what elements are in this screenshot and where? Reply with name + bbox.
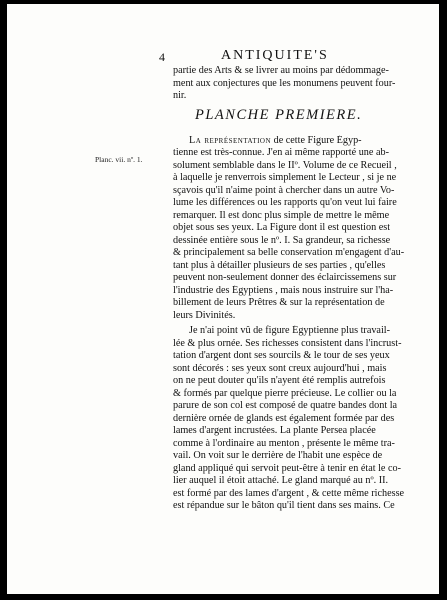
- paragraph-line: remarquer. Il est donc plus simple de mettre le même: [173, 209, 390, 221]
- paragraph-line: est formé par des lames d'argent , & cette même richesse: [173, 487, 405, 499]
- paragraph-line: billement de leurs Prêtres & sur la représentation de: [173, 297, 385, 308]
- paragraph-line: solument semblable dans le IIº. Volume de ce Recueil ,: [173, 159, 397, 171]
- paragraph-1-first-line: [173, 135, 435, 148]
- paragraph-line: comme à l'ordinaire au menton , présente le même tra-: [173, 437, 395, 449]
- paragraph-line: leurs Divinités.: [173, 309, 236, 321]
- paragraph-line: est répandue sur le bâton qu'il tient dans ses mains. Ce: [173, 500, 395, 511]
- paragraph-line: parure de son col est composé de quatre bandes dont la: [173, 400, 398, 411]
- running-title: ANTIQUITE'S: [221, 48, 329, 63]
- paragraph-line: à laquelle je renverrois simplement le Lecteur , si je ne: [173, 172, 397, 183]
- paragraph-line: tienne est très-connue. J'en ai même rapporté une ab-: [173, 147, 389, 158]
- paragraph-1-first-rest: de cette Figure Égyp-: [271, 134, 362, 146]
- paragraph-line: & principalement sa belle conservation m'engagent d'au-: [173, 247, 405, 258]
- paragraph-line: dernière ornée de glands est également formée par des: [173, 412, 395, 424]
- paragraph-line: sçavois qu'il n'aime point à chercher dans un autre Vo-: [173, 184, 395, 196]
- paragraph-line: & formés par quelque pierre précieuse. Le collier ou la: [173, 387, 397, 399]
- paragraph-line: objet sous ses yeux. La Figure dont il est question est: [173, 222, 391, 233]
- paragraph-1: [173, 135, 435, 323]
- paragraph-2: [173, 325, 435, 513]
- paragraph-line: lée & plus ornée. Ses richesses consistent dans l'incrust-: [173, 337, 402, 349]
- paragraph-1-lead: La représentation: [189, 134, 272, 146]
- paragraph-2-first-line: Je n'ai point vû de figure Égyptienne plus travail-: [189, 325, 391, 336]
- book-page: [7, 4, 439, 594]
- paragraph-line: lume les différences ou les rapports qu'on veut lui faire: [173, 197, 397, 208]
- plate-heading: PLANCHE PREMIERE.: [195, 106, 363, 123]
- paragraph-line: peuvent non-seulement donner des éclaircissemens sur: [173, 272, 397, 283]
- intro-line: partie des Arts & se livrer au moins par dédommage-: [173, 65, 389, 76]
- paragraph-line: l'industrie des Égyptiens , mais nous instruire sur l'ha-: [173, 284, 394, 296]
- paragraph-line: gland appliqué qui servoit peut-être à tenir en état le co-: [173, 462, 401, 474]
- paragraph-line: lames d'argent incrustées. La plante Persea placée: [173, 425, 376, 436]
- paragraph-line: on ne peut douter qu'ils n'ayent été remplis autrefois: [173, 375, 386, 386]
- margin-note: Planc. vii. nº. 1.: [95, 155, 143, 164]
- paragraph-line: tation d'argent dont ses sourcils & le tour de ses yeux: [173, 350, 390, 361]
- intro-line: ment aux conjectures que les monumens peuvent four-: [173, 77, 396, 89]
- body-text: [173, 65, 435, 513]
- paragraph-line: sont décorés : ses yeux sont creux aujourd'hui , mais: [173, 362, 387, 374]
- paragraph-line: lier auquel il étoit attaché. Le gland marqué au nº. II.: [173, 475, 389, 486]
- paragraph-line: tant plus à détailler plusieurs de ses parties , qu'elles: [173, 259, 386, 271]
- page-number: 4: [159, 50, 165, 64]
- paragraph-line: dessinée entière sous le nº. I. Sa grandeur, sa richesse: [173, 234, 391, 246]
- paragraph-line: vail. On voit sur le derrière de l'habit une espèce de: [173, 450, 383, 461]
- intro-line: nir.: [173, 90, 187, 101]
